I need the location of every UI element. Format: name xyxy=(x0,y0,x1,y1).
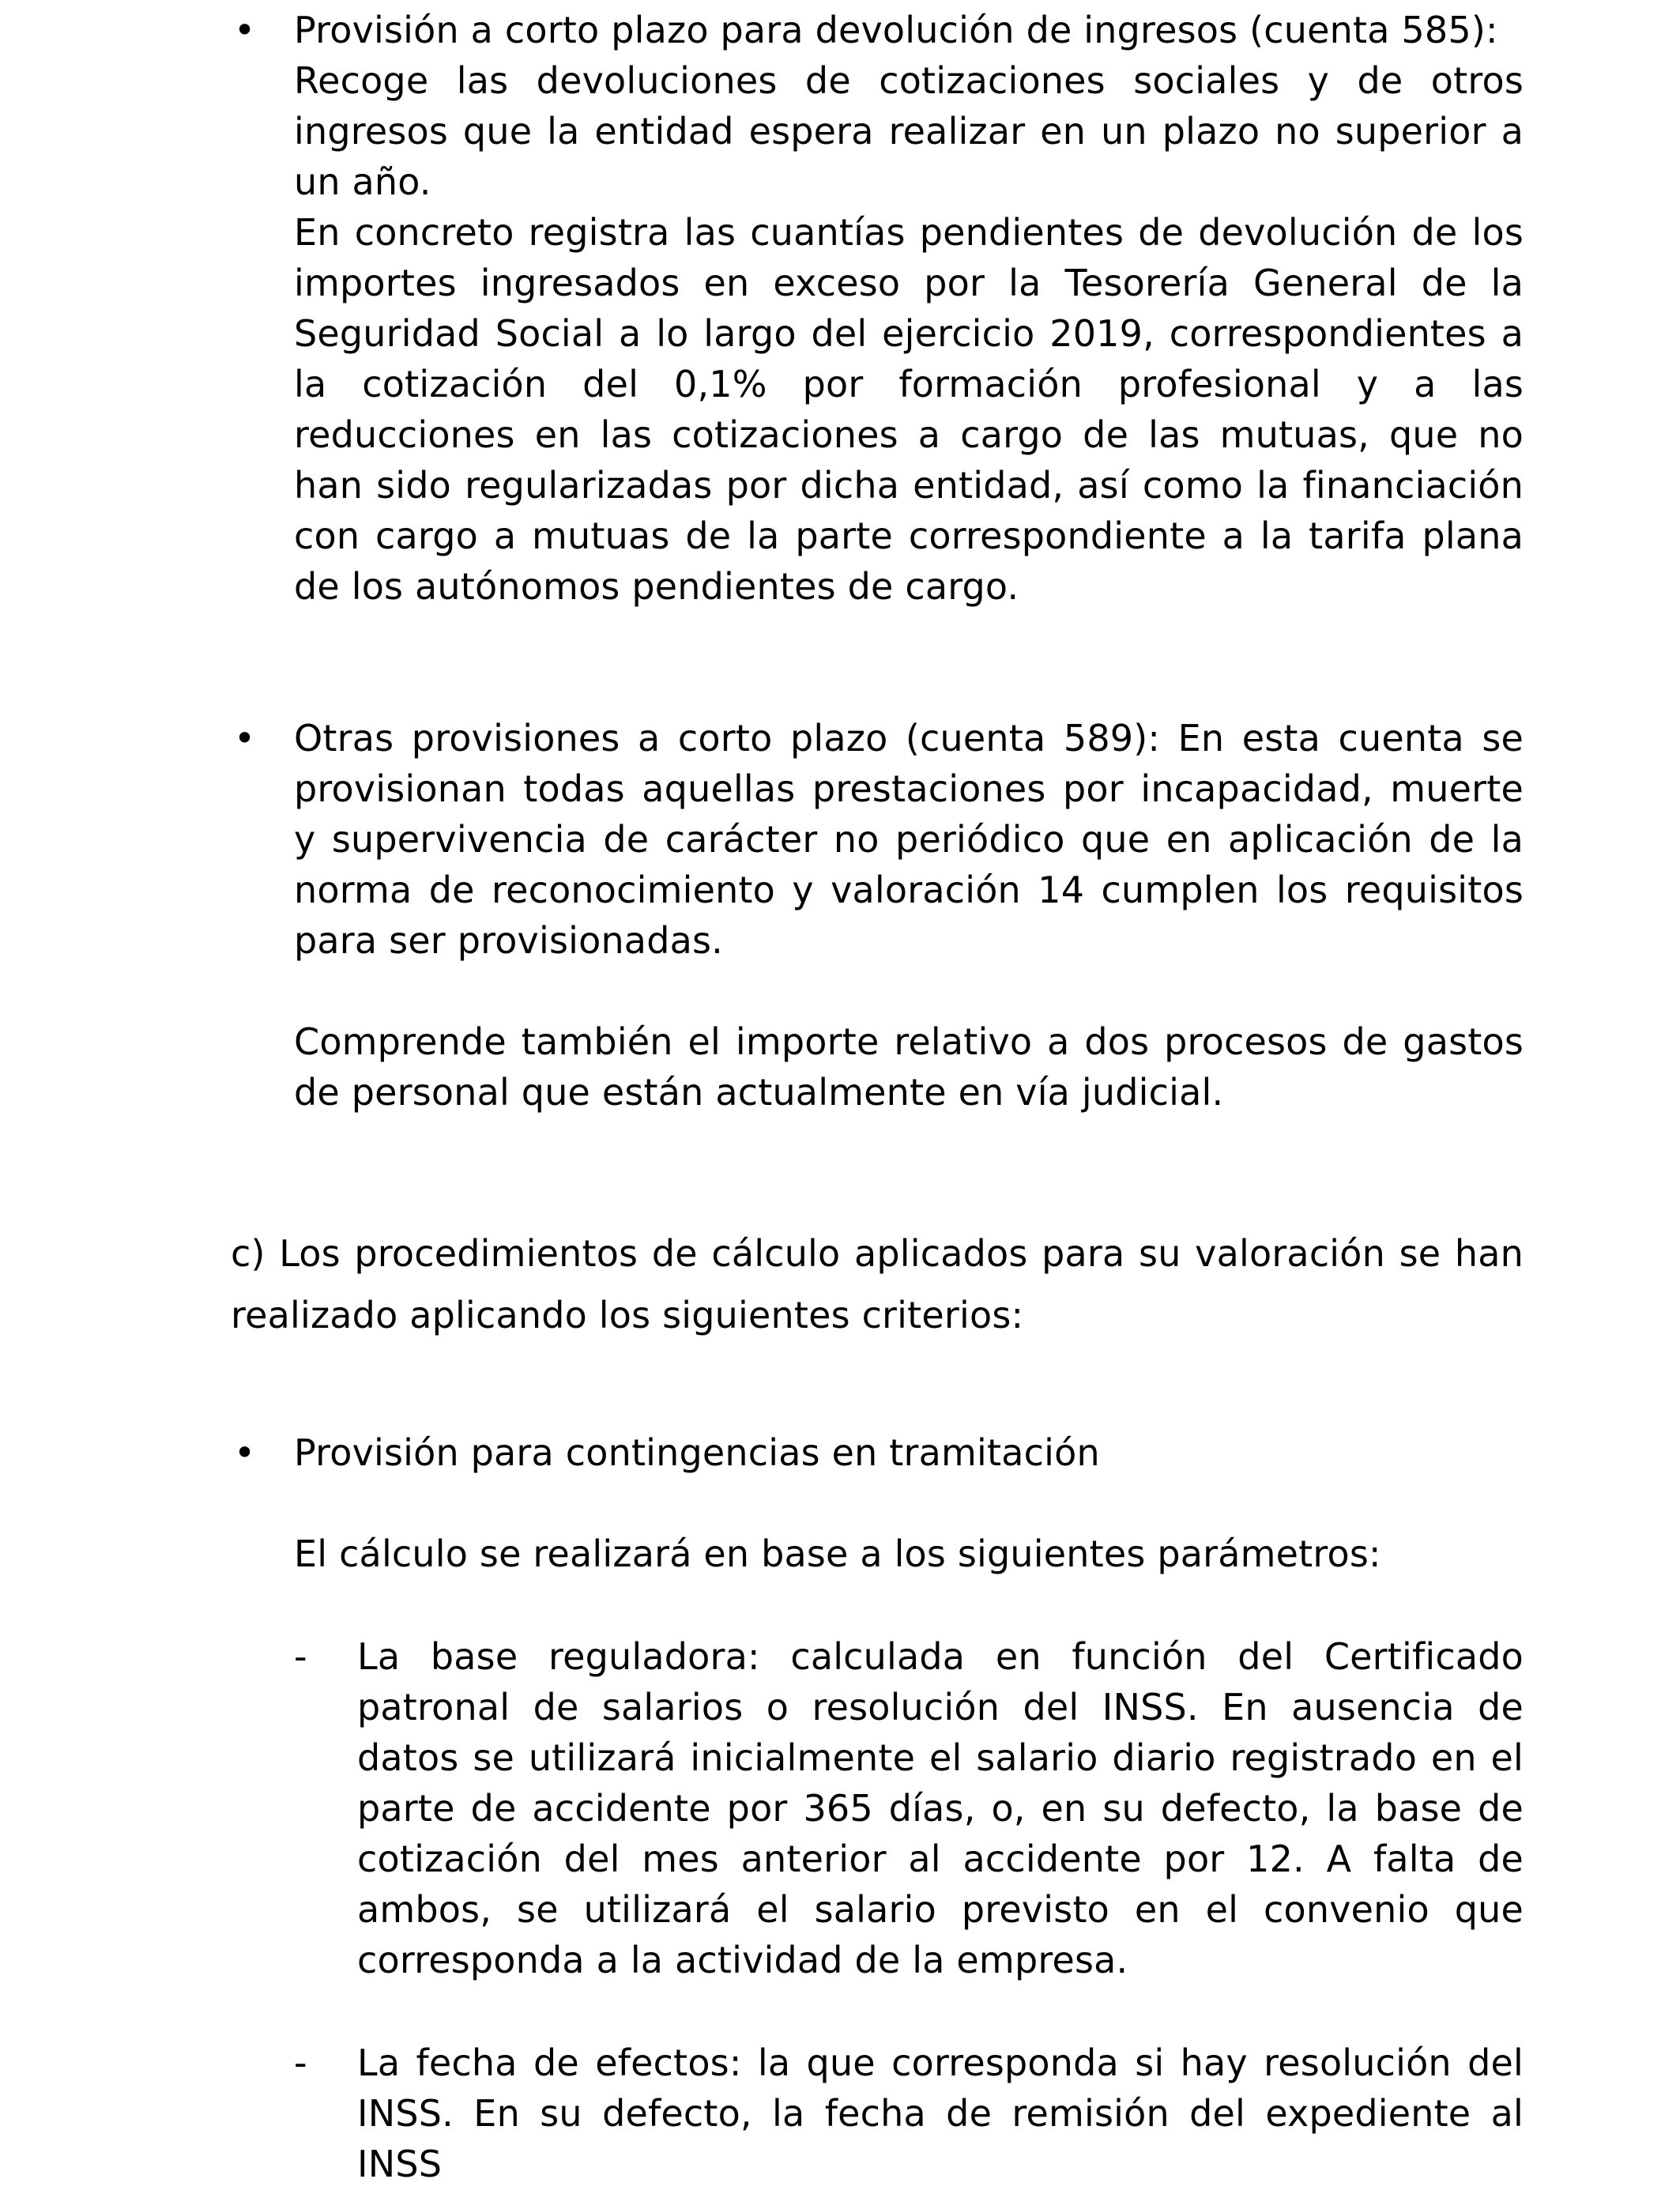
fecha-efectos-text xyxy=(357,2038,1524,2189)
text-line: y supervivencia de carácter no periódico que en aplicación de la xyxy=(294,818,1524,861)
text-line: Otras provisiones a corto plazo (cuenta 589): En esta cuenta se xyxy=(294,717,1524,760)
text-line: INSS. En su defecto, la fecha de remisión del expediente al xyxy=(357,2092,1524,2135)
text-line: de personal que están actualmente en vía judicial. xyxy=(294,1071,1224,1114)
text-line: patronal de salarios o resolución del INSS. En ausencia de xyxy=(357,1686,1524,1728)
section-c-text xyxy=(231,1223,1524,1346)
item-585-text xyxy=(294,5,1524,612)
text-line: Provisión a corto plazo para devolución de ingresos (cuenta 585): xyxy=(294,9,1498,51)
text-line: norma de reconocimiento y valoración 14 cumplen los requisitos xyxy=(294,869,1524,911)
base-reguladora-text xyxy=(357,1631,1524,1985)
text-line: En concreto registra las cuantías pendientes de devolución de los xyxy=(294,211,1524,254)
text-line: datos se utilizará inicialmente el salario diario registrado en el xyxy=(357,1736,1524,1779)
text-line: han sido regularizadas por dicha entidad, así como la financiación xyxy=(294,464,1524,507)
text-line: cotización del mes anterior al accidente por 12. A falta de xyxy=(357,1838,1524,1880)
text-line: c) Los procedimientos de cálculo aplicados para su valoración se han xyxy=(231,1232,1524,1275)
bullet-contingencias: • xyxy=(234,1431,256,1474)
item-589-text xyxy=(294,713,1524,1118)
text-line: con cargo a mutuas de la parte correspondiente a la tarifa plana xyxy=(294,515,1524,557)
text-line: la cotización del 0,1% por formación profesional y a las xyxy=(294,363,1524,405)
text-line: ambos, se utilizará el salario previsto en el convenio que xyxy=(357,1888,1524,1931)
text-line: ingresos que la entidad espera realizar en un plazo no superior a xyxy=(294,110,1524,153)
text-line: realizado aplicando los siguientes criterios: xyxy=(231,1294,1024,1336)
text-line: de los autónomos pendientes de cargo. xyxy=(294,565,1019,608)
text-line: La base reguladora: calculada en función del Certificado xyxy=(357,1635,1524,1678)
text-line: para ser provisionadas. xyxy=(294,919,723,962)
text-line: Seguridad Social a lo largo del ejercicio 2019, correspondientes a xyxy=(294,312,1524,355)
text-line: INSS xyxy=(357,2143,443,2185)
text-line: reducciones en las cotizaciones a cargo de las mutuas, que no xyxy=(294,413,1524,456)
text-line: importes ingresados en exceso por la Tesorería General de la xyxy=(294,262,1524,304)
text-line: un año. xyxy=(294,160,431,203)
bullet-585: • xyxy=(234,9,256,51)
text-line: corresponda a la actividad de la empresa. xyxy=(357,1939,1128,1981)
bullet-589: • xyxy=(234,717,256,760)
text-line: Recoge las devoluciones de cotizaciones sociales y de otros xyxy=(294,59,1524,102)
text-line: provisionan todas aquellas prestaciones por incapacidad, muerte xyxy=(294,767,1524,810)
text-line: parte de accidente por 365 días, o, en su defecto, la base de xyxy=(357,1787,1524,1830)
text-line: La fecha de efectos: la que corresponda si hay resolución del xyxy=(357,2041,1524,2084)
text-line: Comprende también el importe relativo a dos procesos de gastos xyxy=(294,1020,1524,1063)
item-contingencias-title: Provisión para contingencias en tramitación xyxy=(294,1431,1100,1474)
dash-fecha-efectos: - xyxy=(294,2041,307,2084)
dash-base-reguladora: - xyxy=(294,1635,307,1678)
item-contingencias-intro: El cálculo se realizará en base a los siguientes parámetros: xyxy=(294,1532,1381,1575)
